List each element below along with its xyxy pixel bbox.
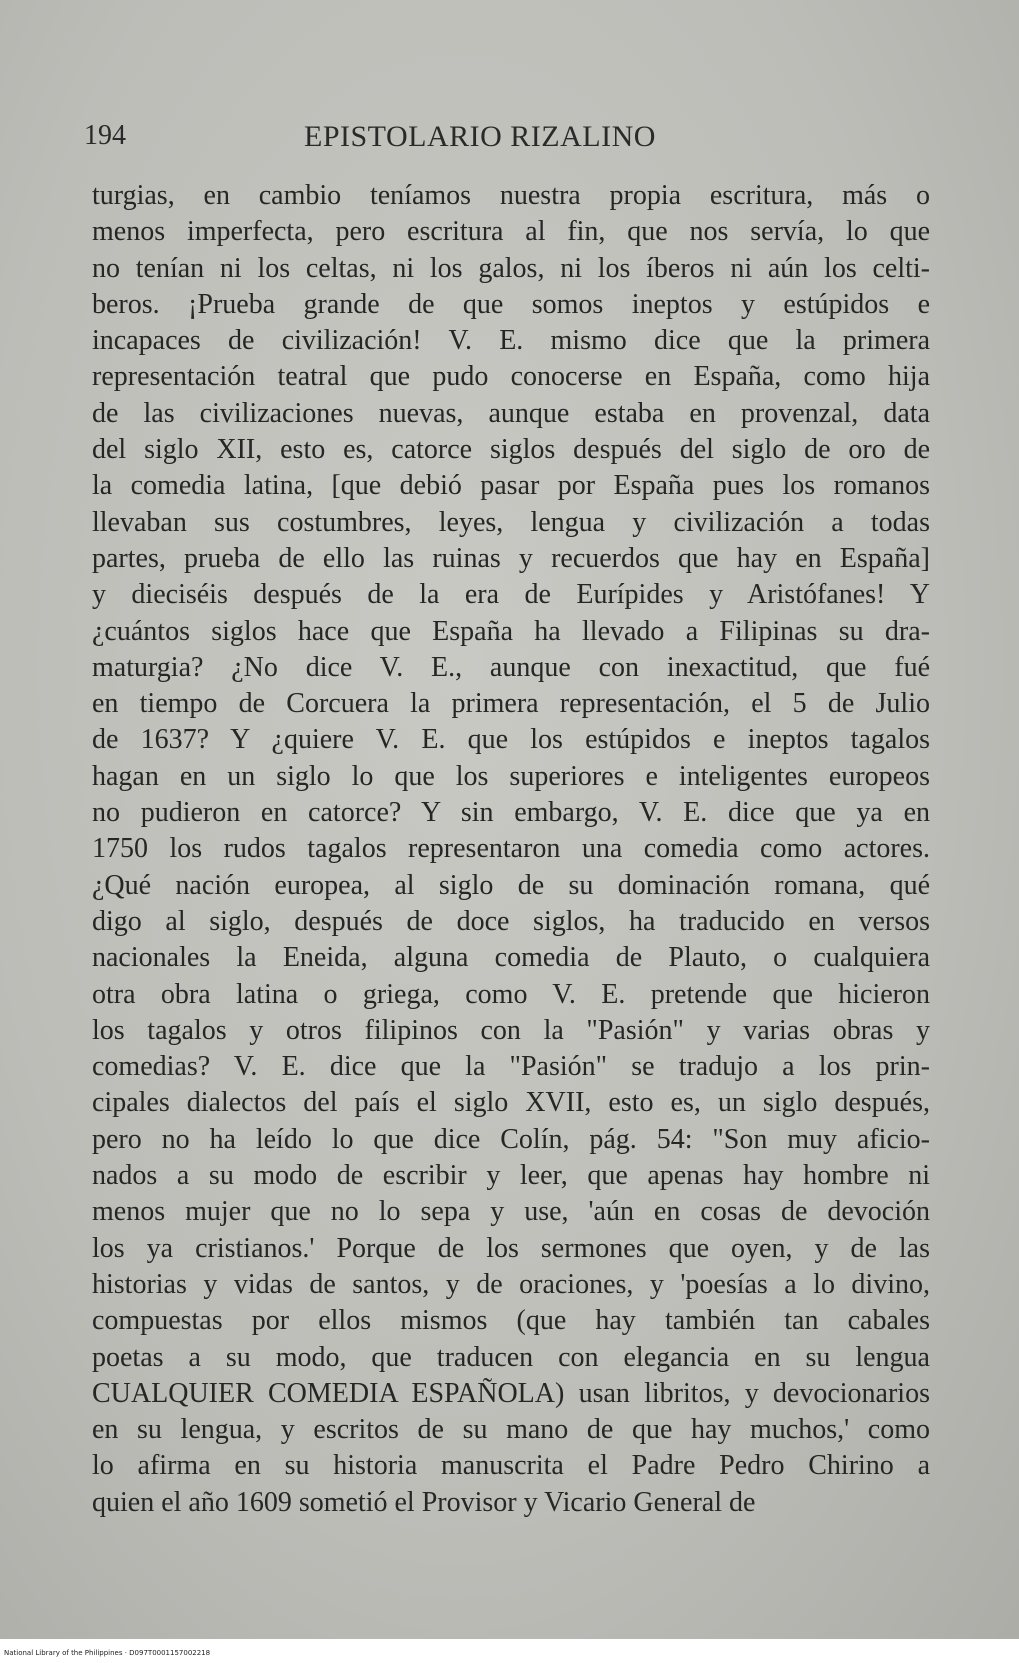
- text-line: en tiempo de Corcuera la primera representación, el 5 de Julio: [92, 688, 930, 720]
- text-line: menos mujer que no lo sepa y use, 'aún en cosas de devoción: [92, 1196, 930, 1228]
- text-line: no tenían ni los celtas, ni los galos, ni los íberos ni aún los celti-: [92, 252, 930, 284]
- scan-footer: [0, 1639, 1019, 1663]
- text-line: y dieciséis después de la era de Eurípides y Aristófanes! Y: [92, 579, 930, 611]
- text-line: turgias, en cambio teníamos nuestra propia escritura, más o: [92, 180, 930, 211]
- page-header: [84, 120, 944, 160]
- text-line: digo al siglo, después de doce siglos, ha traducido en versos: [92, 905, 930, 937]
- text-line: compuestas por ellos mismos (que hay también tan cabales: [92, 1305, 930, 1337]
- text-line: poetas a su modo, que traducen con elegancia en su lengua: [92, 1341, 930, 1373]
- text-line: menos imperfecta, pero escritura al fin, que nos servía, lo que: [92, 216, 930, 248]
- text-line: llevaban sus costumbres, leyes, lengua y civilización a todas: [92, 506, 930, 538]
- text-line: lo afirma en su historia manuscrita el Padre Pedro Chirino a: [92, 1450, 930, 1482]
- text-line: partes, prueba de ello las ruinas y recuerdos que hay en España]: [92, 542, 930, 574]
- text-line: ¿Qué nación europea, al siglo de su dominación romana, qué: [92, 869, 930, 901]
- text-line: la comedia latina, [que debió pasar por España pues los romanos: [92, 470, 930, 502]
- text-line: de 1637? Y ¿quiere V. E. que los estúpidos e ineptos tagalos: [92, 724, 930, 756]
- text-line: los ya cristianos.' Porque de los sermones que oyen, y de las: [92, 1232, 930, 1264]
- text-line: del siglo XII, esto es, catorce siglos después del siglo de oro de: [92, 434, 930, 466]
- text-line: historias y vidas de santos, y de oraciones, y 'poesías a lo divino,: [92, 1268, 930, 1300]
- text-line: cipales dialectos del país el siglo XVII, esto es, un siglo después,: [92, 1087, 930, 1119]
- text-line: nacionales la Eneida, alguna comedia de Plauto, o cualquiera: [92, 942, 930, 974]
- text-line: incapaces de civilización! V. E. mismo dice que la primera: [92, 325, 930, 357]
- text-line: en su lengua, y escritos de su mano de que hay muchos,' como: [92, 1414, 930, 1446]
- text-line: hagan en un siglo lo que los superiores e inteligentes europeos: [92, 760, 930, 792]
- text-line: ¿cuántos siglos hace que España ha llevado a Filipinas su dra-: [92, 615, 930, 647]
- text-line: beros. ¡Prueba grande de que somos ineptos y estúpidos e: [92, 288, 930, 320]
- scan-footer-label: National Library of the Philippines · D097T0001157002218: [4, 1649, 211, 1657]
- running-title: EPISTOLARIO RIZALINO: [304, 120, 656, 153]
- body-text: [92, 178, 930, 1521]
- text-line: quien el año 1609 sometió el Provisor y Vicario General de: [92, 1486, 756, 1518]
- text-line: representación teatral que pudo conocerse en España, como hija: [92, 361, 930, 393]
- text-line: de las civilizaciones nuevas, aunque estaba en provenzal, data: [92, 397, 930, 429]
- text-line: CUALQUIER COMEDIA ESPAÑOLA) usan libritos, y devocionarios: [92, 1377, 930, 1409]
- text-line: comedias? V. E. dice que la "Pasión" se tradujo a los prin-: [92, 1051, 930, 1083]
- text-line: nados a su modo de escribir y leer, que apenas hay hombre ni: [92, 1160, 930, 1192]
- text-line: maturgia? ¿No dice V. E., aunque con inexactitud, que fué: [92, 651, 930, 683]
- page-number: 194: [84, 120, 126, 151]
- text-line: otra obra latina o griega, como V. E. pretende que hicieron: [92, 978, 930, 1010]
- text-line: no pudieron en catorce? Y sin embargo, V. E. dice que ya en: [92, 797, 930, 829]
- text-line: 1750 los rudos tagalos representaron una comedia como actores.: [92, 833, 930, 865]
- text-line: los tagalos y otros filipinos con la "Pasión" y varias obras y: [92, 1014, 930, 1046]
- text-line: pero no ha leído lo que dice Colín, pág. 54: "Son muy aficio-: [92, 1123, 930, 1155]
